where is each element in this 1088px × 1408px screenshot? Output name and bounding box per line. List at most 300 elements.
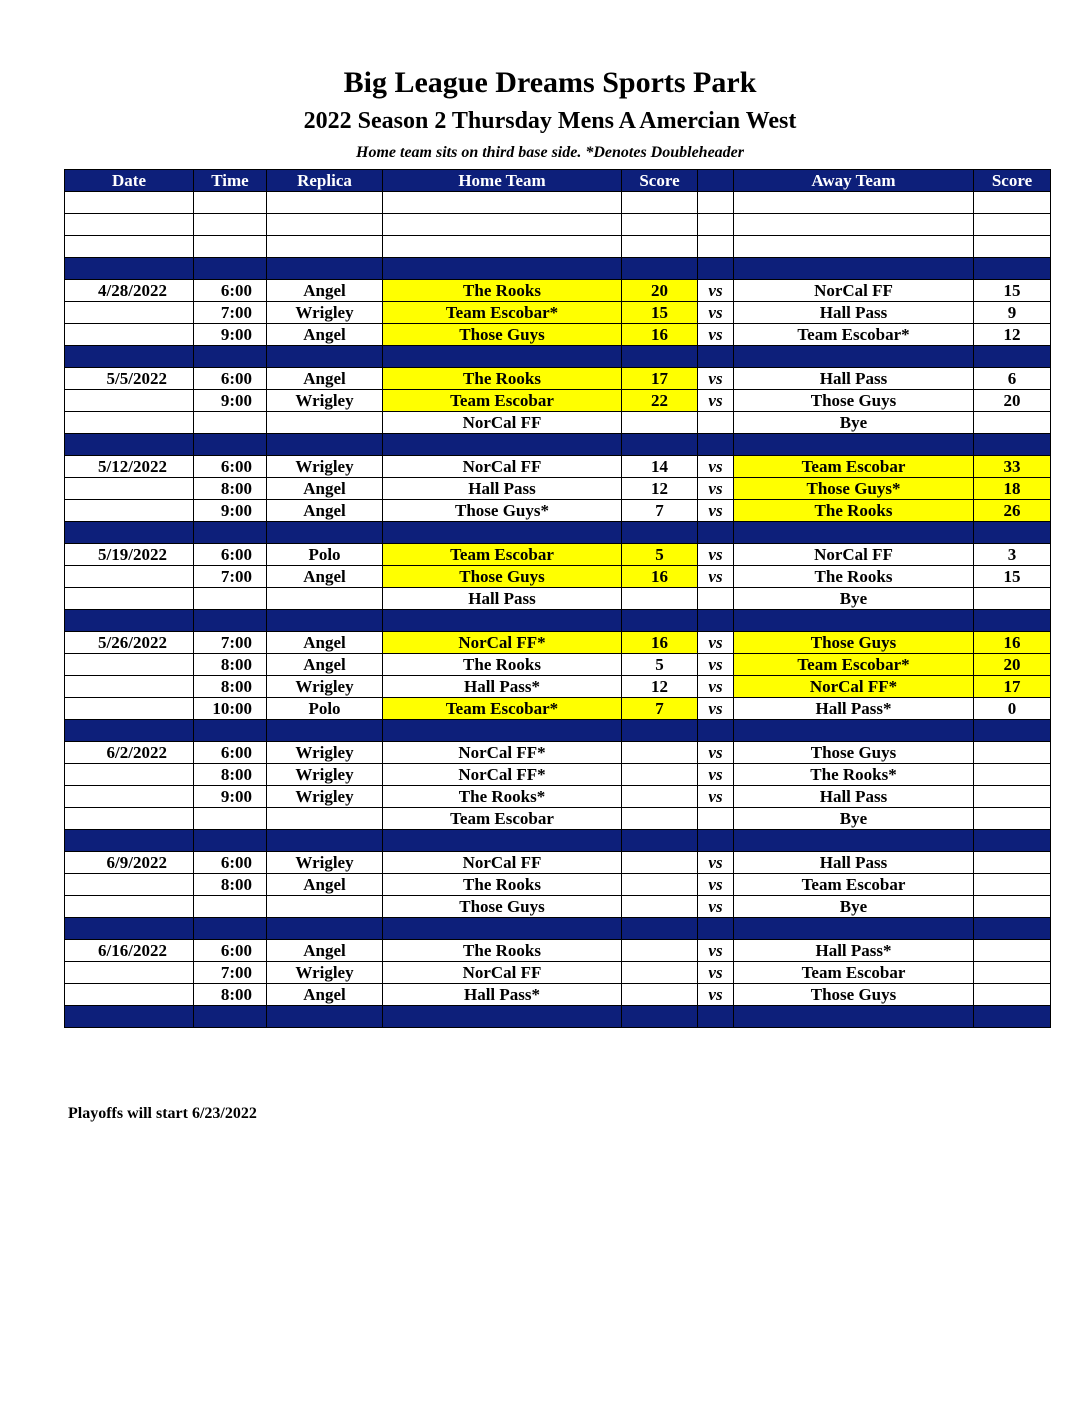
home-team-cell: Team Escobar bbox=[383, 544, 622, 566]
away-score-cell: 18 bbox=[974, 478, 1051, 500]
game-row bbox=[65, 412, 1051, 434]
separator-cell bbox=[622, 610, 698, 632]
time-cell bbox=[194, 808, 267, 830]
home-team-cell: Those Guys* bbox=[383, 500, 622, 522]
away-team-cell: Hall Pass bbox=[734, 302, 974, 324]
away-team-cell: Those Guys bbox=[734, 632, 974, 654]
separator-cell bbox=[734, 918, 974, 940]
blank-cell bbox=[383, 192, 622, 214]
date-cell bbox=[65, 676, 194, 698]
separator-cell bbox=[383, 258, 622, 280]
home-score-cell bbox=[622, 588, 698, 610]
away-score-cell bbox=[974, 742, 1051, 764]
away-score-cell: 9 bbox=[974, 302, 1051, 324]
home-score-cell bbox=[622, 786, 698, 808]
blank-cell bbox=[622, 236, 698, 258]
away-score-cell bbox=[974, 852, 1051, 874]
game-row bbox=[65, 368, 1051, 390]
separator-cell bbox=[267, 830, 383, 852]
home-team-cell: Hall Pass* bbox=[383, 676, 622, 698]
vs-cell: vs bbox=[698, 874, 734, 896]
time-cell: 8:00 bbox=[194, 874, 267, 896]
vs-cell: vs bbox=[698, 500, 734, 522]
separator-cell bbox=[698, 258, 734, 280]
vs-cell: vs bbox=[698, 390, 734, 412]
home-score-cell bbox=[622, 984, 698, 1006]
separator-cell bbox=[65, 830, 194, 852]
replica-cell: Wrigley bbox=[267, 786, 383, 808]
home-score-cell: 15 bbox=[622, 302, 698, 324]
game-row bbox=[65, 654, 1051, 676]
week-separator-row bbox=[65, 918, 1051, 940]
separator-cell bbox=[194, 434, 267, 456]
away-score-cell bbox=[974, 962, 1051, 984]
date-cell bbox=[65, 786, 194, 808]
separator-cell bbox=[383, 720, 622, 742]
away-team-cell: Those Guys bbox=[734, 984, 974, 1006]
date-cell bbox=[65, 654, 194, 676]
separator-cell bbox=[65, 258, 194, 280]
home-score-cell: 17 bbox=[622, 368, 698, 390]
game-row bbox=[65, 852, 1051, 874]
away-team-cell: Those Guys bbox=[734, 742, 974, 764]
page-title: Big League Dreams Sports Park bbox=[343, 66, 757, 99]
blank-cell bbox=[267, 236, 383, 258]
vs-cell: vs bbox=[698, 566, 734, 588]
vs-cell: vs bbox=[698, 962, 734, 984]
header-vs bbox=[698, 170, 734, 192]
vs-cell: vs bbox=[698, 456, 734, 478]
date-cell: 6/9/2022 bbox=[65, 852, 194, 874]
game-row bbox=[65, 962, 1051, 984]
separator-cell bbox=[734, 610, 974, 632]
blank-cell bbox=[267, 214, 383, 236]
replica-cell: Wrigley bbox=[267, 390, 383, 412]
home-score-cell bbox=[622, 808, 698, 830]
blank-cell bbox=[65, 214, 194, 236]
separator-cell bbox=[622, 346, 698, 368]
blank-cell bbox=[698, 214, 734, 236]
away-score-cell bbox=[974, 588, 1051, 610]
separator-cell bbox=[267, 346, 383, 368]
home-score-cell bbox=[622, 940, 698, 962]
home-score-cell: 20 bbox=[622, 280, 698, 302]
replica-cell bbox=[267, 588, 383, 610]
separator-cell bbox=[974, 830, 1051, 852]
separator-cell bbox=[622, 918, 698, 940]
home-team-cell: The Rooks bbox=[383, 368, 622, 390]
time-cell: 8:00 bbox=[194, 676, 267, 698]
replica-cell: Angel bbox=[267, 368, 383, 390]
blank-cell bbox=[194, 236, 267, 258]
game-row bbox=[65, 302, 1051, 324]
game-row bbox=[65, 742, 1051, 764]
away-team-cell: Team Escobar bbox=[734, 874, 974, 896]
away-score-cell bbox=[974, 764, 1051, 786]
home-score-cell: 14 bbox=[622, 456, 698, 478]
vs-cell: vs bbox=[698, 852, 734, 874]
vs-cell: vs bbox=[698, 940, 734, 962]
home-team-cell: NorCal FF* bbox=[383, 742, 622, 764]
vs-cell: vs bbox=[698, 654, 734, 676]
page-subtitle: 2022 Season 2 Thursday Mens A Amercian West bbox=[303, 108, 797, 134]
separator-cell bbox=[974, 918, 1051, 940]
separator-cell bbox=[194, 610, 267, 632]
week-separator-row bbox=[65, 258, 1051, 280]
separator-cell bbox=[65, 1006, 194, 1028]
blank-row bbox=[65, 192, 1051, 214]
date-cell bbox=[65, 962, 194, 984]
separator-cell bbox=[698, 434, 734, 456]
home-team-cell: Hall Pass* bbox=[383, 984, 622, 1006]
blank-cell bbox=[734, 236, 974, 258]
replica-cell: Angel bbox=[267, 940, 383, 962]
game-row bbox=[65, 544, 1051, 566]
separator-cell bbox=[734, 522, 974, 544]
date-cell bbox=[65, 764, 194, 786]
home-team-cell: NorCal FF bbox=[383, 412, 622, 434]
away-score-cell: 17 bbox=[974, 676, 1051, 698]
replica-cell: Angel bbox=[267, 874, 383, 896]
home-team-cell: Those Guys bbox=[383, 896, 622, 918]
separator-cell bbox=[698, 610, 734, 632]
separator-cell bbox=[698, 346, 734, 368]
blank-cell bbox=[267, 192, 383, 214]
home-score-cell: 5 bbox=[622, 654, 698, 676]
header-home-team: Home Team bbox=[383, 170, 622, 192]
vs-cell: vs bbox=[698, 896, 734, 918]
header-time: Time bbox=[194, 170, 267, 192]
schedule-table bbox=[64, 169, 1051, 1028]
replica-cell: Angel bbox=[267, 984, 383, 1006]
time-cell: 6:00 bbox=[194, 742, 267, 764]
vs-cell bbox=[698, 808, 734, 830]
game-row bbox=[65, 280, 1051, 302]
separator-cell bbox=[622, 1006, 698, 1028]
away-score-cell: 16 bbox=[974, 632, 1051, 654]
replica-cell: Angel bbox=[267, 654, 383, 676]
blank-cell bbox=[622, 192, 698, 214]
time-cell: 10:00 bbox=[194, 698, 267, 720]
header-away-score: Score bbox=[974, 170, 1051, 192]
replica-cell bbox=[267, 412, 383, 434]
week-separator-row bbox=[65, 1006, 1051, 1028]
home-team-cell: The Rooks bbox=[383, 654, 622, 676]
date-cell bbox=[65, 566, 194, 588]
away-score-cell bbox=[974, 786, 1051, 808]
home-score-cell bbox=[622, 742, 698, 764]
time-cell bbox=[194, 896, 267, 918]
date-cell bbox=[65, 808, 194, 830]
separator-cell bbox=[974, 258, 1051, 280]
separator-cell bbox=[267, 720, 383, 742]
home-team-cell: Team Escobar* bbox=[383, 698, 622, 720]
separator-cell bbox=[622, 434, 698, 456]
blank-cell bbox=[194, 192, 267, 214]
replica-cell: Wrigley bbox=[267, 852, 383, 874]
separator-cell bbox=[698, 522, 734, 544]
home-score-cell: 5 bbox=[622, 544, 698, 566]
blank-cell bbox=[622, 214, 698, 236]
away-score-cell bbox=[974, 940, 1051, 962]
away-team-cell: The Rooks bbox=[734, 500, 974, 522]
separator-cell bbox=[734, 720, 974, 742]
game-row bbox=[65, 632, 1051, 654]
separator-cell bbox=[194, 522, 267, 544]
away-team-cell: Those Guys* bbox=[734, 478, 974, 500]
header-home-score: Score bbox=[622, 170, 698, 192]
replica-cell: Wrigley bbox=[267, 742, 383, 764]
blank-cell bbox=[698, 236, 734, 258]
separator-cell bbox=[698, 720, 734, 742]
replica-cell: Angel bbox=[267, 324, 383, 346]
away-score-cell: 0 bbox=[974, 698, 1051, 720]
separator-cell bbox=[194, 346, 267, 368]
blank-cell bbox=[734, 214, 974, 236]
home-score-cell: 12 bbox=[622, 478, 698, 500]
date-cell bbox=[65, 874, 194, 896]
vs-cell: vs bbox=[698, 478, 734, 500]
separator-cell bbox=[383, 434, 622, 456]
away-team-cell: NorCal FF bbox=[734, 544, 974, 566]
blank-cell bbox=[383, 236, 622, 258]
vs-cell: vs bbox=[698, 984, 734, 1006]
vs-cell bbox=[698, 412, 734, 434]
separator-cell bbox=[734, 346, 974, 368]
game-row bbox=[65, 478, 1051, 500]
time-cell: 7:00 bbox=[194, 302, 267, 324]
date-cell bbox=[65, 478, 194, 500]
game-row bbox=[65, 698, 1051, 720]
time-cell: 7:00 bbox=[194, 632, 267, 654]
separator-cell bbox=[622, 258, 698, 280]
blank-cell bbox=[383, 214, 622, 236]
separator-cell bbox=[974, 720, 1051, 742]
time-cell: 9:00 bbox=[194, 786, 267, 808]
date-cell: 5/5/2022 bbox=[65, 368, 194, 390]
header-replica: Replica bbox=[267, 170, 383, 192]
game-row bbox=[65, 940, 1051, 962]
vs-cell: vs bbox=[698, 676, 734, 698]
home-score-cell: 22 bbox=[622, 390, 698, 412]
date-cell bbox=[65, 324, 194, 346]
replica-cell: Wrigley bbox=[267, 676, 383, 698]
separator-cell bbox=[65, 522, 194, 544]
time-cell: 9:00 bbox=[194, 324, 267, 346]
home-team-cell: The Rooks* bbox=[383, 786, 622, 808]
replica-cell: Wrigley bbox=[267, 302, 383, 324]
home-team-cell: Those Guys bbox=[383, 566, 622, 588]
separator-cell bbox=[65, 918, 194, 940]
blank-row bbox=[65, 214, 1051, 236]
separator-cell bbox=[267, 258, 383, 280]
schedule-body bbox=[65, 192, 1051, 1028]
away-score-cell: 20 bbox=[974, 390, 1051, 412]
home-team-cell: NorCal FF bbox=[383, 962, 622, 984]
time-cell: 6:00 bbox=[194, 280, 267, 302]
away-score-cell: 15 bbox=[974, 566, 1051, 588]
separator-cell bbox=[974, 434, 1051, 456]
away-score-cell: 26 bbox=[974, 500, 1051, 522]
separator-cell bbox=[698, 1006, 734, 1028]
away-team-cell: Hall Pass bbox=[734, 368, 974, 390]
time-cell: 8:00 bbox=[194, 764, 267, 786]
home-score-cell: 7 bbox=[622, 698, 698, 720]
header-away-team: Away Team bbox=[734, 170, 974, 192]
away-score-cell bbox=[974, 896, 1051, 918]
week-separator-row bbox=[65, 610, 1051, 632]
separator-cell bbox=[622, 720, 698, 742]
away-score-cell: 3 bbox=[974, 544, 1051, 566]
home-team-cell: NorCal FF* bbox=[383, 632, 622, 654]
separator-cell bbox=[194, 918, 267, 940]
away-team-cell: Team Escobar* bbox=[734, 654, 974, 676]
game-row bbox=[65, 324, 1051, 346]
home-score-cell: 16 bbox=[622, 632, 698, 654]
away-score-cell: 20 bbox=[974, 654, 1051, 676]
separator-cell bbox=[622, 522, 698, 544]
replica-cell bbox=[267, 896, 383, 918]
blank-cell bbox=[65, 192, 194, 214]
blank-cell bbox=[974, 236, 1051, 258]
home-score-cell: 7 bbox=[622, 500, 698, 522]
blank-cell bbox=[65, 236, 194, 258]
separator-cell bbox=[698, 918, 734, 940]
vs-cell: vs bbox=[698, 324, 734, 346]
separator-cell bbox=[65, 434, 194, 456]
separator-cell bbox=[383, 522, 622, 544]
time-cell: 6:00 bbox=[194, 852, 267, 874]
date-cell bbox=[65, 698, 194, 720]
game-row bbox=[65, 500, 1051, 522]
away-score-cell bbox=[974, 874, 1051, 896]
blank-cell bbox=[734, 192, 974, 214]
week-separator-row bbox=[65, 522, 1051, 544]
time-cell: 6:00 bbox=[194, 544, 267, 566]
blank-cell bbox=[974, 214, 1051, 236]
table-header-row bbox=[65, 170, 1051, 192]
separator-cell bbox=[974, 522, 1051, 544]
separator-cell bbox=[974, 346, 1051, 368]
home-team-cell: The Rooks bbox=[383, 940, 622, 962]
vs-cell: vs bbox=[698, 302, 734, 324]
date-cell: 5/19/2022 bbox=[65, 544, 194, 566]
separator-cell bbox=[65, 346, 194, 368]
replica-cell bbox=[267, 808, 383, 830]
home-score-cell bbox=[622, 412, 698, 434]
vs-cell: vs bbox=[698, 632, 734, 654]
date-cell bbox=[65, 500, 194, 522]
game-row bbox=[65, 566, 1051, 588]
vs-cell: vs bbox=[698, 368, 734, 390]
vs-cell: vs bbox=[698, 786, 734, 808]
home-score-cell bbox=[622, 962, 698, 984]
game-row bbox=[65, 874, 1051, 896]
blank-cell bbox=[974, 192, 1051, 214]
separator-cell bbox=[267, 1006, 383, 1028]
home-team-cell: Team Escobar* bbox=[383, 302, 622, 324]
separator-cell bbox=[383, 1006, 622, 1028]
game-row bbox=[65, 786, 1051, 808]
away-team-cell: Team Escobar bbox=[734, 962, 974, 984]
separator-cell bbox=[194, 258, 267, 280]
home-team-cell: NorCal FF bbox=[383, 456, 622, 478]
replica-cell: Angel bbox=[267, 632, 383, 654]
away-score-cell bbox=[974, 412, 1051, 434]
separator-cell bbox=[267, 434, 383, 456]
replica-cell: Angel bbox=[267, 566, 383, 588]
date-cell bbox=[65, 984, 194, 1006]
home-team-cell: NorCal FF* bbox=[383, 764, 622, 786]
date-cell bbox=[65, 412, 194, 434]
away-score-cell: 6 bbox=[974, 368, 1051, 390]
away-team-cell: Bye bbox=[734, 896, 974, 918]
time-cell: 8:00 bbox=[194, 654, 267, 676]
home-score-cell: 12 bbox=[622, 676, 698, 698]
away-team-cell: Hall Pass* bbox=[734, 940, 974, 962]
time-cell: 9:00 bbox=[194, 500, 267, 522]
date-cell: 5/26/2022 bbox=[65, 632, 194, 654]
separator-cell bbox=[974, 610, 1051, 632]
away-score-cell bbox=[974, 808, 1051, 830]
separator-cell bbox=[698, 830, 734, 852]
away-team-cell: Hall Pass* bbox=[734, 698, 974, 720]
time-cell: 7:00 bbox=[194, 566, 267, 588]
vs-cell: vs bbox=[698, 544, 734, 566]
separator-cell bbox=[383, 918, 622, 940]
separator-cell bbox=[974, 1006, 1051, 1028]
date-cell bbox=[65, 896, 194, 918]
game-row bbox=[65, 984, 1051, 1006]
vs-cell bbox=[698, 588, 734, 610]
separator-cell bbox=[194, 1006, 267, 1028]
home-team-cell: Hall Pass bbox=[383, 588, 622, 610]
time-cell: 6:00 bbox=[194, 940, 267, 962]
separator-cell bbox=[65, 720, 194, 742]
schedule-note: Home team sits on third base side. *Denotes Doubleheader bbox=[356, 144, 744, 161]
blank-cell bbox=[194, 214, 267, 236]
time-cell: 8:00 bbox=[194, 478, 267, 500]
time-cell bbox=[194, 588, 267, 610]
home-score-cell bbox=[622, 852, 698, 874]
replica-cell: Wrigley bbox=[267, 456, 383, 478]
home-score-cell bbox=[622, 896, 698, 918]
separator-cell bbox=[194, 830, 267, 852]
home-team-cell: The Rooks bbox=[383, 280, 622, 302]
week-separator-row bbox=[65, 346, 1051, 368]
vs-cell: vs bbox=[698, 764, 734, 786]
away-team-cell: Hall Pass bbox=[734, 852, 974, 874]
away-team-cell: Bye bbox=[734, 412, 974, 434]
date-cell: 6/2/2022 bbox=[65, 742, 194, 764]
separator-cell bbox=[383, 610, 622, 632]
date-cell: 4/28/2022 bbox=[65, 280, 194, 302]
home-team-cell: NorCal FF bbox=[383, 852, 622, 874]
separator-cell bbox=[734, 1006, 974, 1028]
away-team-cell: NorCal FF* bbox=[734, 676, 974, 698]
away-score-cell bbox=[974, 984, 1051, 1006]
home-score-cell: 16 bbox=[622, 324, 698, 346]
separator-cell bbox=[734, 830, 974, 852]
separator-cell bbox=[267, 522, 383, 544]
replica-cell: Angel bbox=[267, 500, 383, 522]
away-score-cell: 12 bbox=[974, 324, 1051, 346]
game-row bbox=[65, 896, 1051, 918]
week-separator-row bbox=[65, 830, 1051, 852]
away-team-cell: NorCal FF bbox=[734, 280, 974, 302]
game-row bbox=[65, 808, 1051, 830]
time-cell: 9:00 bbox=[194, 390, 267, 412]
